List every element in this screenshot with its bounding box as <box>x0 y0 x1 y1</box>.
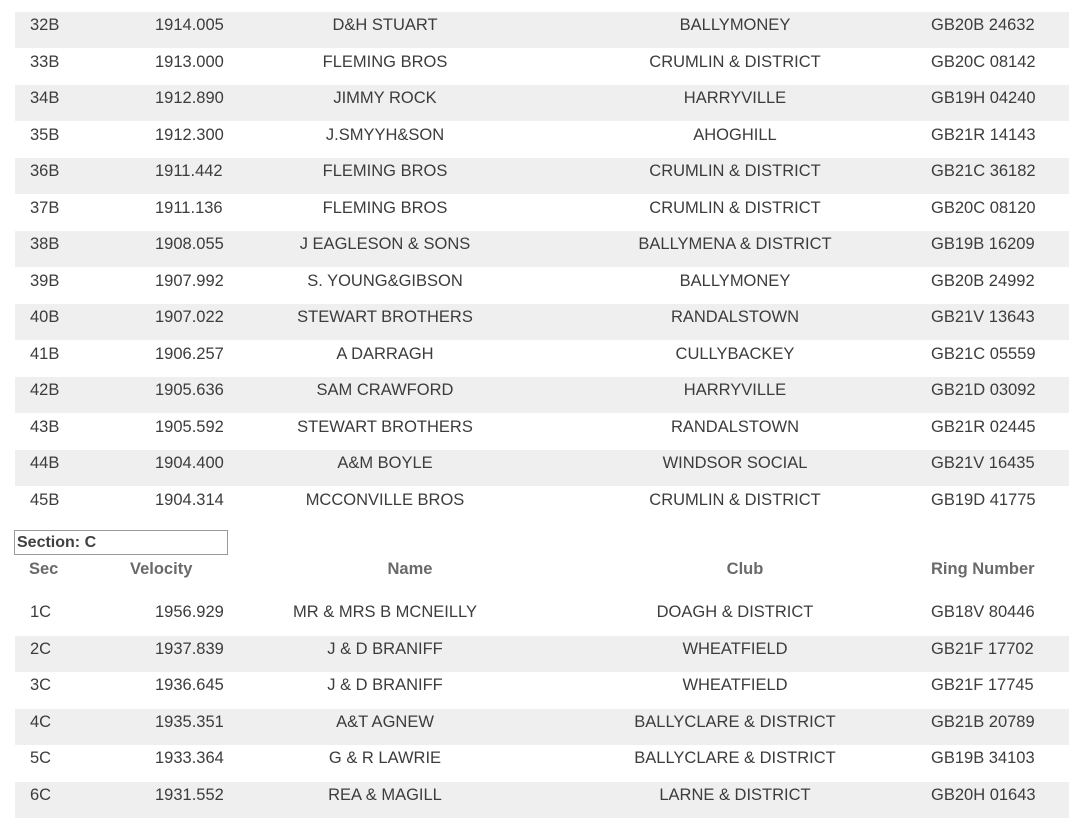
ring-number-cell: GB20C 08120 <box>931 198 1036 217</box>
sec-cell: 35B <box>30 125 60 144</box>
table-row <box>15 745 1069 781</box>
club-cell: BALLYMENA & DISTRICT <box>638 235 832 253</box>
velocity-cell: 1936.645 <box>155 676 224 694</box>
club-cell: CRUMLIN & DISTRICT <box>649 490 821 509</box>
velocity-cell: 1935.351 <box>155 712 224 731</box>
velocity-cell: 1904.400 <box>155 454 224 472</box>
name-cell: A&M BOYLE <box>337 454 433 472</box>
sec-cell: 36B <box>30 162 60 180</box>
name-cell: G & R LAWRIE <box>328 749 442 767</box>
club-cell: CRUMLIN & DISTRICT <box>649 162 821 180</box>
header-sec: Sec <box>29 560 59 578</box>
table-row <box>15 672 1069 708</box>
sec-cell: 3C <box>30 676 52 694</box>
club-cell: DOAGH & DISTRICT <box>656 603 814 621</box>
table-row <box>15 85 1069 121</box>
sec-cell: 37B <box>30 198 60 217</box>
velocity-cell: 1907.022 <box>155 308 224 326</box>
club-cell: WHEATFIELD <box>682 639 788 658</box>
ring-number-cell: GB19B 16209 <box>931 235 1035 253</box>
sec-cell: 44B <box>30 454 60 472</box>
sec-cell: 33B <box>30 52 60 71</box>
name-cell: SAM CRAWFORD <box>316 381 454 399</box>
section-c-label: Section: C <box>14 530 228 555</box>
ring-number-cell: GB21C 05559 <box>931 344 1036 363</box>
name-cell: J.SMYYH&SON <box>325 125 445 144</box>
velocity-cell: 1956.929 <box>155 603 224 621</box>
name-cell: D&H STUART <box>332 16 438 34</box>
club-cell: RANDALSTOWN <box>670 308 800 326</box>
sec-cell: 2C <box>30 639 52 658</box>
club-cell: RANDALSTOWN <box>670 417 800 436</box>
velocity-cell: 1911.136 <box>155 198 223 217</box>
table-row <box>15 414 1069 450</box>
ring-number-cell: GB21V 16435 <box>931 454 1035 472</box>
ring-number-cell: GB19D 41775 <box>931 490 1036 509</box>
table-row <box>15 487 1069 523</box>
header-ring-number: Ring Number <box>931 560 1035 578</box>
club-cell: WHEATFIELD <box>682 676 788 694</box>
ring-number-cell: GB20B 24632 <box>931 16 1035 34</box>
sec-cell: 45B <box>30 490 60 509</box>
table-row <box>15 49 1069 85</box>
table-row <box>15 231 1069 267</box>
club-cell: HARRYVILLE <box>683 381 787 399</box>
ring-number-cell: GB21F 17702 <box>931 639 1034 658</box>
name-cell: STEWART BROTHERS <box>297 417 473 436</box>
velocity-cell: 1931.552 <box>155 785 224 804</box>
table-row <box>15 709 1069 745</box>
club-cell: CULLYBACKEY <box>675 344 795 363</box>
ring-number-cell: GB19H 04240 <box>931 89 1036 107</box>
ring-number-cell: GB21V 13643 <box>931 308 1035 326</box>
velocity-cell: 1914.005 <box>155 16 224 34</box>
club-cell: WINDSOR SOCIAL <box>662 454 808 472</box>
table-row <box>15 195 1069 231</box>
velocity-cell: 1911.442 <box>155 162 223 180</box>
table-row <box>15 158 1069 194</box>
velocity-cell: 1905.636 <box>155 381 224 399</box>
club-cell: BALLYMONEY <box>679 271 791 290</box>
sec-cell: 42B <box>30 381 60 399</box>
ring-number-cell: GB20B 24992 <box>931 271 1035 290</box>
name-cell: STEWART BROTHERS <box>297 308 473 326</box>
name-cell: J EAGLESON & SONS <box>299 235 471 253</box>
name-cell: A&T AGNEW <box>336 712 434 731</box>
header-velocity: Velocity <box>130 560 193 578</box>
velocity-cell: 1904.314 <box>155 490 224 509</box>
sec-cell: 5C <box>30 749 52 767</box>
club-cell: BALLYCLARE & DISTRICT <box>634 749 836 767</box>
sec-cell: 40B <box>30 308 60 326</box>
name-cell: J & D BRANIFF <box>327 639 443 658</box>
sec-cell: 4C <box>30 712 52 731</box>
sec-cell: 41B <box>30 344 60 363</box>
club-cell: BALLYMONEY <box>679 16 791 34</box>
name-cell: J & D BRANIFF <box>327 676 443 694</box>
ring-number-cell: GB20H 01643 <box>931 785 1036 804</box>
ring-number-cell: GB21F 17745 <box>931 676 1034 694</box>
sec-cell: 34B <box>30 89 60 107</box>
table-row <box>15 122 1069 158</box>
name-cell: REA & MAGILL <box>328 785 442 804</box>
name-cell: FLEMING BROS <box>322 52 448 71</box>
sec-cell: 38B <box>30 235 60 253</box>
name-cell: MCCONVILLE BROS <box>305 490 465 509</box>
table-row <box>15 304 1069 340</box>
table-row <box>15 599 1069 635</box>
sec-cell: 6C <box>30 785 52 804</box>
sec-cell: 39B <box>30 271 60 290</box>
sec-cell: 43B <box>30 417 60 436</box>
sec-cell: 32B <box>30 16 60 34</box>
velocity-cell: 1906.257 <box>155 344 224 363</box>
table-row <box>15 377 1069 413</box>
ring-number-cell: GB21D 03092 <box>931 381 1036 399</box>
sec-cell: 1C <box>30 603 52 621</box>
velocity-cell: 1913.000 <box>155 52 224 71</box>
club-cell: CRUMLIN & DISTRICT <box>649 198 821 217</box>
table-row <box>15 12 1069 48</box>
name-cell: A DARRAGH <box>336 344 434 363</box>
club-cell: AHOGHILL <box>693 125 777 144</box>
ring-number-cell: GB18V 80446 <box>931 603 1035 621</box>
ring-number-cell: GB21R 02445 <box>931 417 1036 436</box>
name-cell: FLEMING BROS <box>322 198 448 217</box>
name-cell: MR & MRS B MCNEILLY <box>293 603 477 621</box>
name-cell: JIMMY ROCK <box>333 89 437 107</box>
velocity-cell: 1907.992 <box>155 271 224 290</box>
ring-number-cell: GB21C 36182 <box>931 162 1036 180</box>
table-row <box>15 636 1069 672</box>
velocity-cell: 1905.592 <box>155 417 224 436</box>
ring-number-cell: GB21B 20789 <box>931 712 1035 731</box>
club-cell: CRUMLIN & DISTRICT <box>649 52 821 71</box>
table-row <box>15 341 1069 377</box>
club-cell: LARNE & DISTRICT <box>659 785 811 804</box>
ring-number-cell: GB19B 34103 <box>931 749 1035 767</box>
name-cell: S. YOUNG&GIBSON <box>307 271 463 290</box>
velocity-cell: 1912.300 <box>155 125 224 144</box>
ring-number-cell: GB20C 08142 <box>931 52 1036 71</box>
table-row <box>15 450 1069 486</box>
section-c-header-row <box>15 558 1069 584</box>
header-name: Name <box>387 560 433 578</box>
velocity-cell: 1937.839 <box>155 639 224 658</box>
ring-number-cell: GB21R 14143 <box>931 125 1036 144</box>
velocity-cell: 1933.364 <box>155 749 224 767</box>
club-cell: HARRYVILLE <box>683 89 787 107</box>
table-row <box>15 268 1069 304</box>
velocity-cell: 1908.055 <box>155 235 224 253</box>
name-cell: FLEMING BROS <box>322 162 448 180</box>
header-club: Club <box>726 560 764 578</box>
velocity-cell: 1912.890 <box>155 89 224 107</box>
table-row <box>15 782 1069 818</box>
club-cell: BALLYCLARE & DISTRICT <box>634 712 836 731</box>
